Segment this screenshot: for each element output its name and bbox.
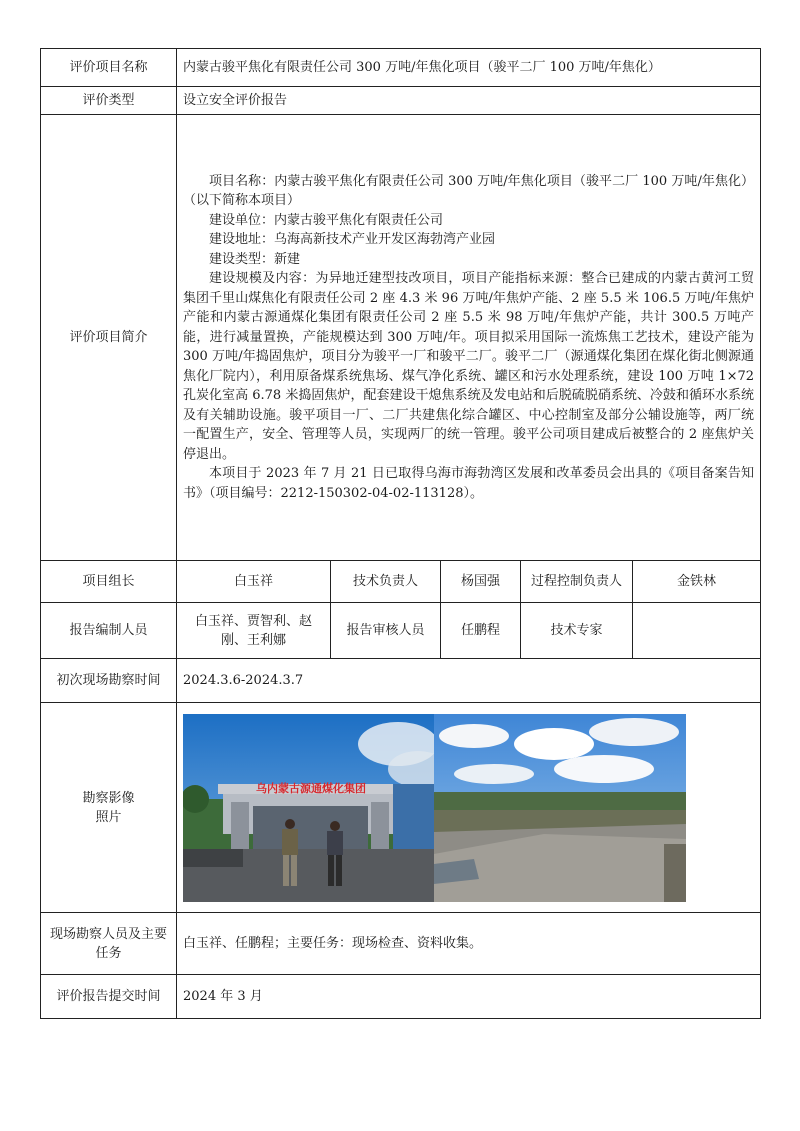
expert-value <box>633 603 761 659</box>
intro-paragraph: 建设单位：内蒙古骏平焦化有限责任公司 <box>209 212 444 228</box>
intro-label: 评价项目简介 <box>41 115 177 561</box>
intro-paragraph: 建设地址：乌海高新技术产业开发区海勃湾产业园 <box>209 232 496 248</box>
expert-label: 技术专家 <box>521 603 633 659</box>
intro-content <box>177 115 761 561</box>
gate-sign-text: 乌内蒙古源通煤化集团 <box>256 781 366 795</box>
eval-type-value: 设立安全评价报告 <box>177 87 761 115</box>
survey-staff-label: 现场勘察人员及主要任务 <box>41 913 177 975</box>
compilers-value: 白玉祥、贾智利、赵刚、王利娜 <box>177 603 331 659</box>
survey-staff-value: 白玉祥、任鹏程；主要任务：现场检查、资料收集。 <box>177 913 761 975</box>
photos-label-text: 勘察影像照片 <box>82 790 135 825</box>
process-control-value: 金铁林 <box>633 561 761 603</box>
evaluation-form-table <box>40 48 761 1019</box>
leader-label: 项目组长 <box>41 561 177 603</box>
survey-time-value: 2024.3.6-2024.3.7 <box>177 659 761 703</box>
intro-paragraph: 建设类型：新建 <box>209 251 301 267</box>
compilers-label: 报告编制人员 <box>41 603 177 659</box>
intro-paragraph: 项目名称：内蒙古骏平焦化有限责任公司 300 万吨/年焦化项目（骏平二厂 100 万吨/年焦化）（以下简称本项目） <box>183 173 755 209</box>
reviewer-value: 任鹏程 <box>441 603 521 659</box>
photos-label <box>41 703 177 913</box>
survey-photos <box>177 703 761 913</box>
gate-photo <box>183 714 434 902</box>
leader-value: 白玉祥 <box>177 561 331 603</box>
intro-paragraph: 本项目于 2023 年 7 月 21 日已取得乌海市海勃湾区发展和改革委员会出具的《项目备案告知书》（项目编号：2212-150302-04-02-113128）。 <box>183 466 755 501</box>
intro-paragraph: 建设规模及内容：为异地迁建型技改项目，项目产能指标来源：整合已建成的内蒙古黄河工贸集团千里山煤焦化有限责任公司 2 座 4.3 米 96 万吨/年焦炉产能、2 座 5.5 米 106.5 万吨/年焦炉产能和内蒙古源通煤化集团有限责任公司 2 座 5.5 米 98 万吨/年焦炉产能，共计 300.5 万吨产能，进行减量置换，产能规模达到 300 万吨/年。项目拟采用国际一流炼焦工艺技术，建设产能为 300 万吨/年捣固焦炉，项目分为骏平一厂和骏平二厂。骏平二厂（源通煤化集团在煤化街北侧源通焦化厂院内），利用原备煤系统焦场、煤气净化系统、罐区和污水处理系统，建设 100 万吨 1×72 孔炭化室高 6.78 米捣固焦炉，配套建设干熄焦系统及发电站和后脱硫脱硝系统、冷鼓和循环水系统及有关辅助设施。骏平项目一厂、二厂共建焦化综合罐区、中心控制室及部分公辅设施等，两厂统一配置生产，安全、管理等人员，实现两厂的统一管理。骏平公司项目建成后被整合的 2 座焦炉关停退出。 <box>183 271 755 462</box>
survey-time-label: 初次现场勘察时间 <box>41 659 177 703</box>
site-photo <box>434 714 686 902</box>
process-control-label: 过程控制负责人 <box>521 561 633 603</box>
project-name-value: 内蒙古骏平焦化有限责任公司 300 万吨/年焦化项目（骏平二厂 100 万吨/年焦化） <box>177 49 761 87</box>
tech-lead-value: 杨国强 <box>441 561 521 603</box>
tech-lead-label: 技术负责人 <box>331 561 441 603</box>
reviewer-label: 报告审核人员 <box>331 603 441 659</box>
submit-time-label: 评价报告提交时间 <box>41 975 177 1019</box>
project-name-label: 评价项目名称 <box>41 49 177 87</box>
submit-time-value: 2024 年 3 月 <box>177 975 761 1019</box>
eval-type-label: 评价类型 <box>41 87 177 115</box>
